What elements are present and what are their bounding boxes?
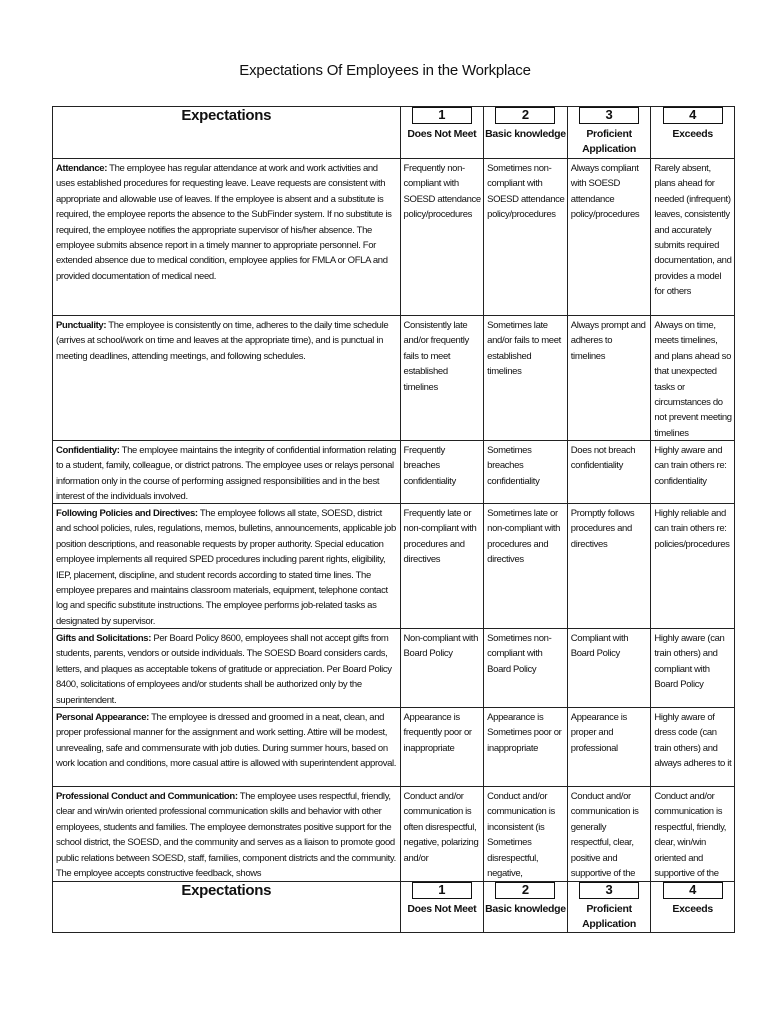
level-2-label-repeat: Basic knowledge (485, 903, 566, 915)
level-3-cell: Always compliant with SOESD attendance policy/procedures (567, 159, 651, 316)
row-category: Professional Conduct and Communication: (56, 791, 238, 802)
rubric-header-row (53, 107, 735, 159)
level-3-number: 3 (579, 107, 639, 124)
level-3-heading (567, 107, 651, 159)
level-1-cell: Appearance is frequently poor or inappropriate (400, 708, 484, 787)
level-2-heading (484, 107, 568, 159)
row-description-text: The employee is consistently on time, adheres to the daily time schedule (arrives at school/work on time and leaves at the appropriate time), and is punctual in meeting deadlines, attending meetings, and following schedules. (56, 320, 389, 362)
level-2-heading-repeat (484, 882, 568, 933)
level-1-cell: Frequently breaches confidentiality (400, 441, 484, 504)
level-4-cell: Highly aware of dress code (can train others) and always adheres to it (651, 708, 735, 787)
rubric-row-confidentiality (53, 441, 735, 504)
level-1-cell: Conduct and/or communication is often disrespectful, negative, polarizing and/or (400, 787, 484, 882)
row-description-text: The employee maintains the integrity of confidential information relating to a student, family, colleague, or district patrons. The employee uses or relays personal information only in the course of performing assigned responsibilities and in the best interest of the individuals involved. (56, 445, 397, 503)
level-4-cell: Rarely absent, plans ahead for needed (infrequent) leaves, consistently and accurately submits required documentation, and provides a model for others (651, 159, 735, 316)
level-2-cell: Sometimes non-compliant with Board Policy (484, 629, 568, 708)
expectations-heading-repeat: Expectations (53, 882, 401, 933)
level-4-heading (651, 107, 735, 159)
level-4-cell: Always on time, meets timelines, and plans ahead so that unexpected tasks or circumstances do not prevent meeting timelines (651, 316, 735, 441)
level-2-cell: Conduct and/or communication is inconsistent (is Sometimes disrespectful, negative, (484, 787, 568, 882)
level-3-heading-repeat (567, 882, 651, 933)
row-category: Punctuality: (56, 320, 107, 331)
row-category: Gifts and Solicitations: (56, 633, 152, 644)
row-category: Attendance: (56, 163, 108, 174)
level-1-cell: Frequently late or non-compliant with procedures and directives (400, 504, 484, 629)
level-2-cell: Sometimes non-compliant with SOESD attendance policy/procedures (484, 159, 568, 316)
level-3-cell: Does not breach confidentiality (567, 441, 651, 504)
level-4-label: Exceeds (672, 128, 713, 140)
rubric-row-professional-conduct (53, 787, 735, 882)
level-3-label-repeat: Proficient Application (582, 903, 636, 930)
level-1-heading-repeat (400, 882, 484, 933)
level-4-cell: Highly aware and can train others re: confidentiality (651, 441, 735, 504)
level-1-number-repeat: 1 (412, 882, 472, 899)
level-4-cell: Highly aware (can train others) and compliant with Board Policy (651, 629, 735, 708)
row-description (53, 787, 401, 882)
level-3-cell: Always prompt and adheres to timelines (567, 316, 651, 441)
level-2-cell: Sometimes breaches confidentiality (484, 441, 568, 504)
expectations-rubric-table (52, 106, 735, 933)
row-description (53, 441, 401, 504)
level-2-number: 2 (495, 107, 555, 124)
rubric-row-attendance (53, 159, 735, 316)
rubric-row-personal-appearance (53, 708, 735, 787)
rubric-row-following-policies (53, 504, 735, 629)
row-description-text: The employee has regular attendance at work and work activities and uses established procedures for requesting leave. Leave requests are consistent with appropriate and allowable use of leaves. If the employee is absent and a substitute is required, the employee reports the absence to the SubFinder system. If no substitute is required, the employee notifies the appropriate supervisor of his/her absence. The employee submits absence report in a timely manner to appropriate personnel. For extended absence due to medical condition, employee applies for FMLA or OFLA and provided documentation of medical need. (56, 163, 392, 282)
document-title: Expectations Of Employees in the Workplace (239, 62, 531, 79)
level-4-number-repeat: 4 (663, 882, 723, 899)
level-1-heading (400, 107, 484, 159)
level-4-cell: Conduct and/or communication is respectful, friendly, clear, win/win oriented and supportive of the (651, 787, 735, 882)
rubric-repeated-header-row (53, 882, 735, 933)
level-2-label: Basic knowledge (485, 128, 566, 140)
level-1-cell: Non-compliant with Board Policy (400, 629, 484, 708)
row-category: Confidentiality: (56, 445, 120, 456)
row-description (53, 316, 401, 441)
level-3-cell: Conduct and/or communication is generally respectful, clear, positive and supportive of the (567, 787, 651, 882)
rubric-row-gifts-solicitations (53, 629, 735, 708)
level-4-heading-repeat (651, 882, 735, 933)
level-3-cell: Compliant with Board Policy (567, 629, 651, 708)
level-4-cell: Highly reliable and can train others re: policies/procedures (651, 504, 735, 629)
level-2-cell: Sometimes late and/or fails to meet established timelines (484, 316, 568, 441)
level-4-label-repeat: Exceeds (672, 903, 713, 915)
level-3-label: Proficient Application (582, 128, 636, 155)
rubric-row-punctuality (53, 316, 735, 441)
level-2-cell: Sometimes late or non-compliant with procedures and directives (484, 504, 568, 629)
expectations-heading: Expectations (53, 107, 401, 159)
level-4-number: 4 (663, 107, 723, 124)
row-description-text: The employee uses respectful, friendly, clear and win/win oriented professional communication skills and behavior with other employees, students and families. The employee demonstrates positive support for the school district, the SOESD, and the community and serves as a liaison to promote good public relations between SOESD, staff, families, component districts and the community. The employee accepts constructive feedback, shows (56, 791, 396, 880)
level-1-label-repeat: Does Not Meet (407, 903, 477, 915)
level-1-label: Does Not Meet (407, 128, 477, 140)
row-description (53, 159, 401, 316)
row-description (53, 708, 401, 787)
level-1-number: 1 (412, 107, 472, 124)
row-category: Personal Appearance: (56, 712, 149, 723)
level-2-cell: Appearance is Sometimes poor or inappropriate (484, 708, 568, 787)
level-1-cell: Frequently non-compliant with SOESD attendance policy/procedures (400, 159, 484, 316)
level-3-cell: Appearance is proper and professional (567, 708, 651, 787)
row-description-text: Per Board Policy 8600, employees shall not accept gifts from students, parents, vendors or outside individuals. The SOESD Board considers cards, letters, and plaques as acceptable tokens of gratitude or appreciation. Per Board Policy 8400, solicitations of employees and/or students shall be authorized only by the superintendent. (56, 633, 392, 706)
row-description-text: The employee follows all state, SOESD, district and school policies, rules, regulations, memos, bulletins, announcements, applicable job position descriptions, and reasonable requests by proper authority. Special education employee implements all required SPED procedures including parent rights, eligibility, IEP, placement, discipline, and student records according to stated time lines. The employee prepares and maintains classroom materials, equipment, telephone contact log and specific substitute instructions. The employee performs job-related tasks as designated by supervisor. (56, 508, 396, 627)
level-3-cell: Promptly follows procedures and directives (567, 504, 651, 629)
level-1-cell: Consistently late and/or frequently fails to meet established timelines (400, 316, 484, 441)
level-3-number-repeat: 3 (579, 882, 639, 899)
level-2-number-repeat: 2 (495, 882, 555, 899)
row-description-text: The employee is dressed and groomed in a neat, clean, and proper professional manner for the assignment and work setting. Attire will be modest, unrevealing, safe and commensurate with job duties. During summer hours, based on work location and conditions, more casual attire is allowed with superintendent approval. (56, 712, 397, 770)
row-category: Following Policies and Directives: (56, 508, 198, 519)
row-description (53, 629, 401, 708)
row-description (53, 504, 401, 629)
